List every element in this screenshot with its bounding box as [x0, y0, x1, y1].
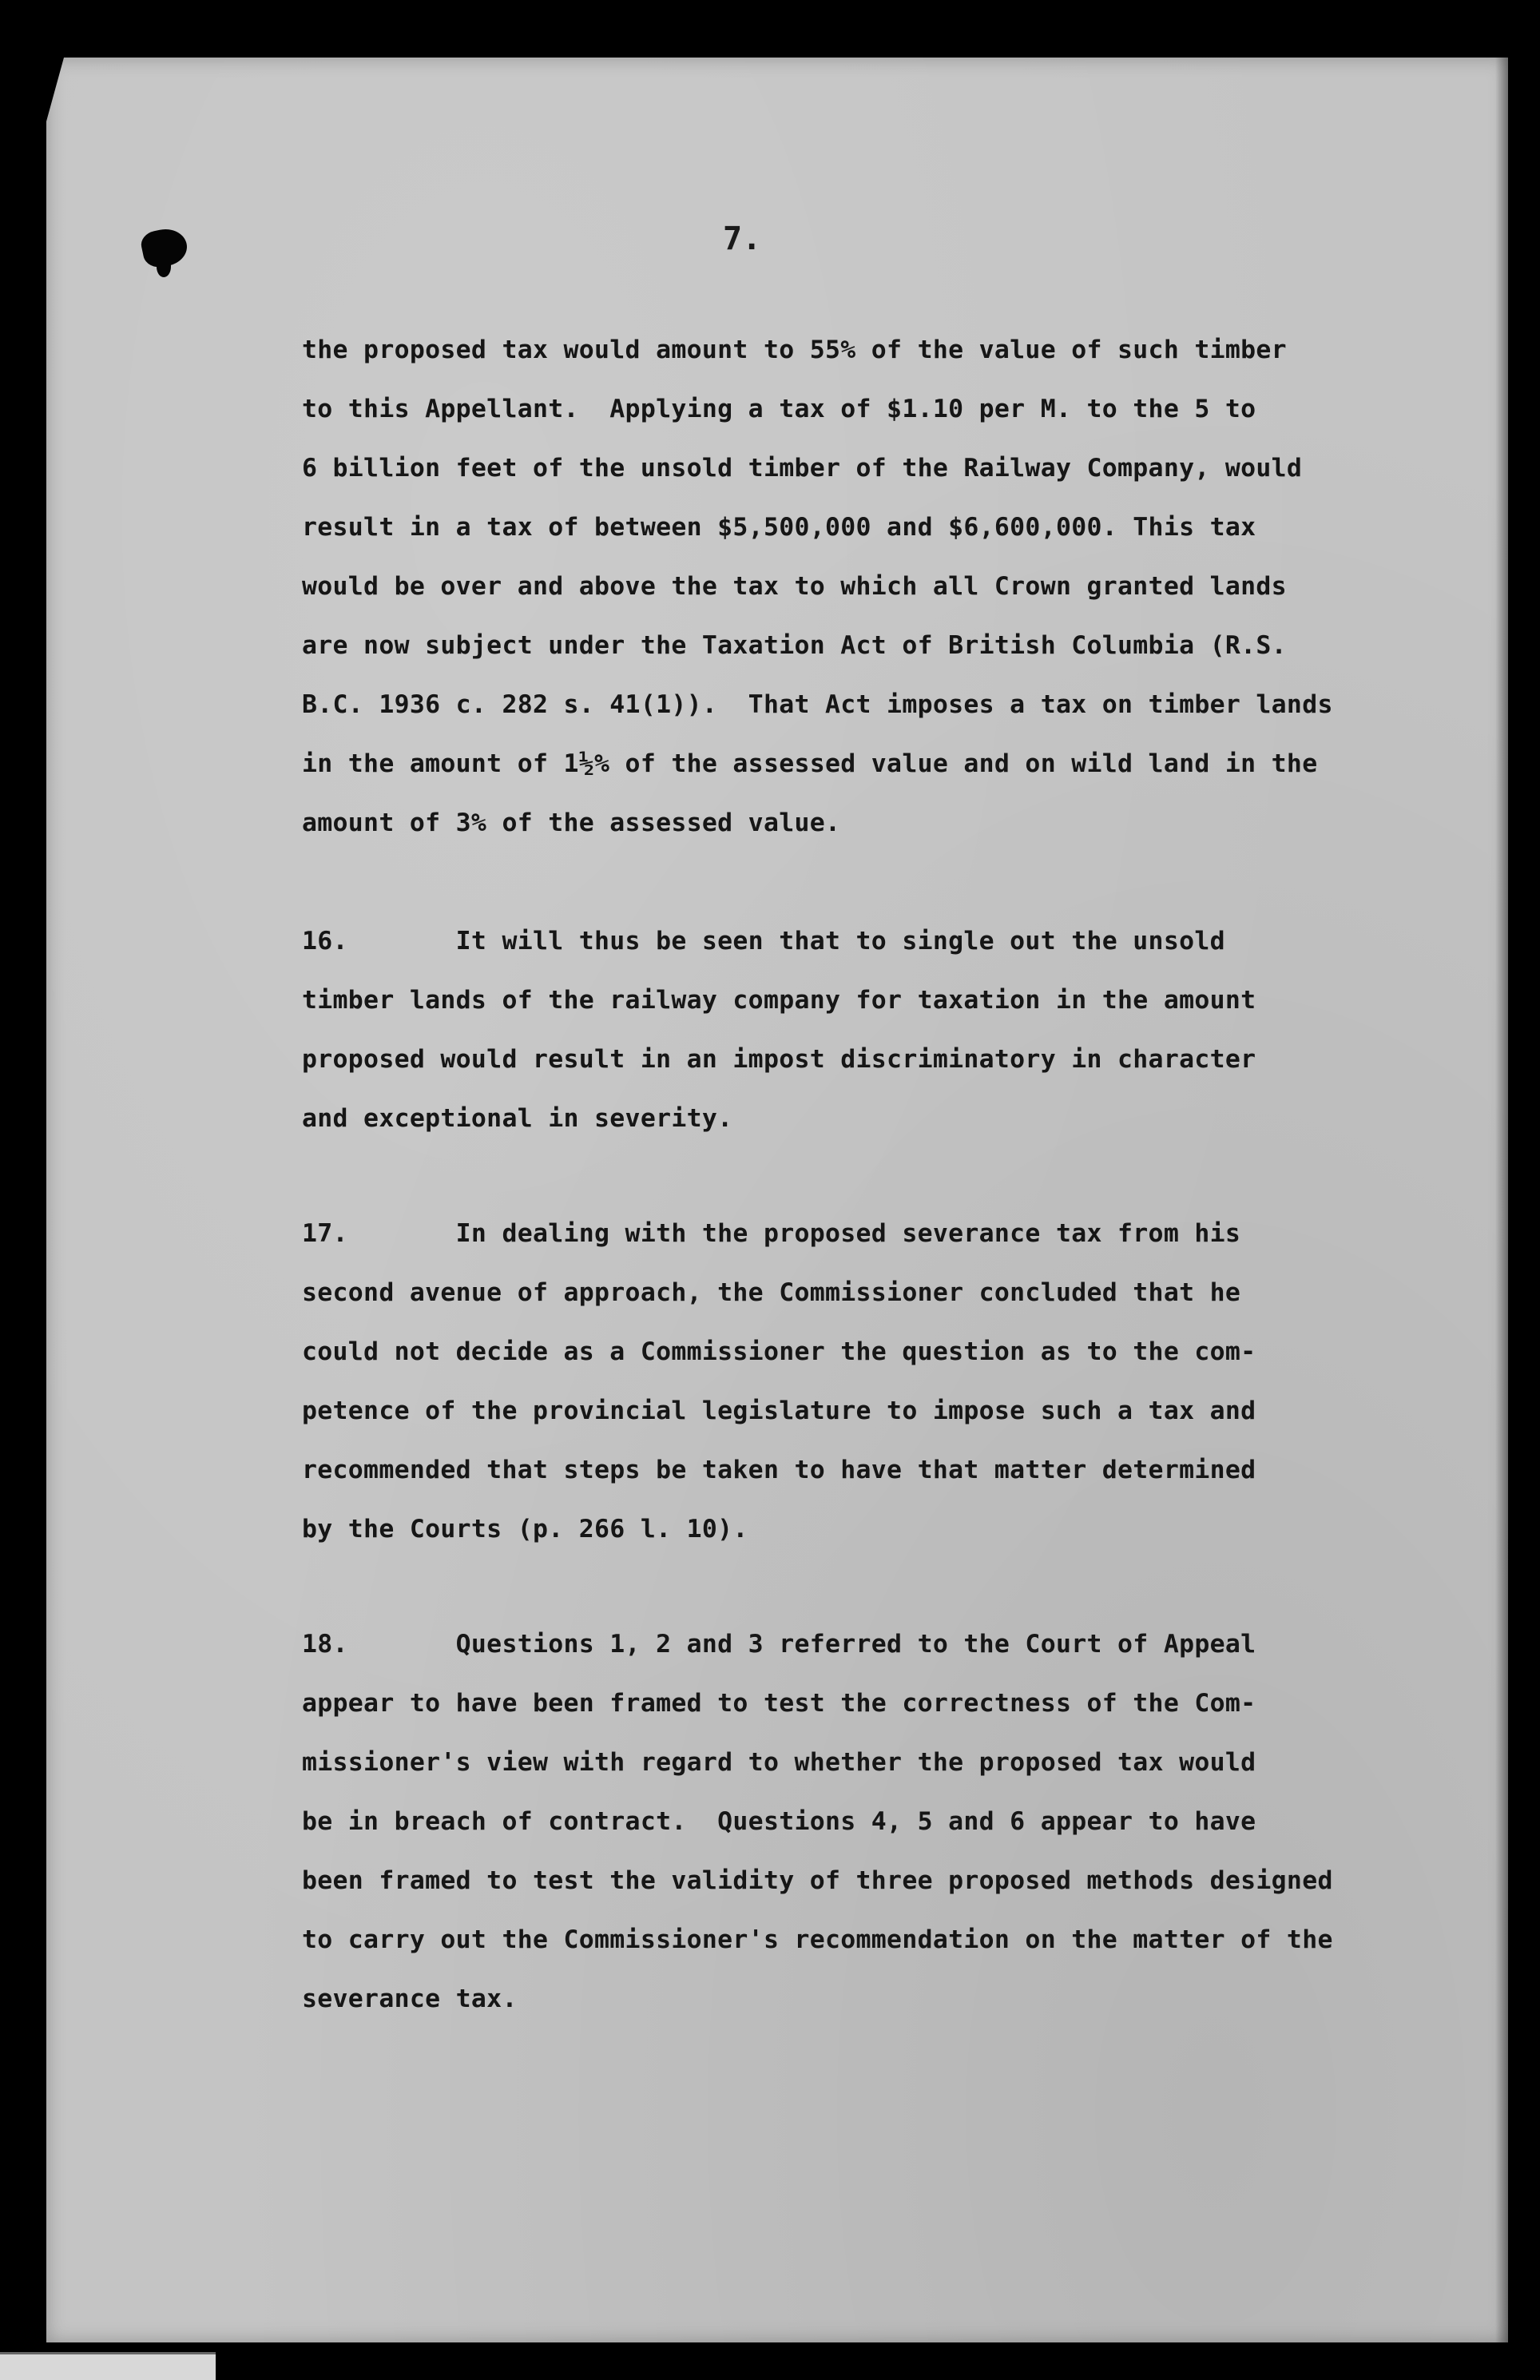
page-number: 7.: [723, 221, 762, 257]
scanner-label-strip: [0, 2352, 216, 2380]
body-line: could not decide as a Commissioner the question as to the com-: [302, 1337, 1256, 1366]
body-line: 6 billion feet of the unsold timber of the Railway Company, would: [302, 454, 1303, 483]
torn-corner: [46, 58, 64, 121]
body-line: missioner's view with regard to whether the proposed tax would: [302, 1748, 1256, 1777]
paragraph-18-line: 18. Questions 1, 2 and 3 referred to the Court of Appeal: [302, 1630, 1256, 1659]
body-line: timber lands of the railway company for taxation in the amount: [302, 986, 1256, 1015]
page-edge-shadow: [1495, 58, 1508, 2342]
paragraph-16-line: 16. It will thus be seen that to single out the unsold: [302, 927, 1225, 956]
body-line: the proposed tax would amount to 55% of the value of such timber: [302, 336, 1287, 364]
body-line: be in breach of contract. Questions 4, 5 and 6 appear to have: [302, 1807, 1256, 1836]
body-line: are now subject under the Taxation Act of British Columbia (R.S.: [302, 631, 1287, 660]
body-line: amount of 3% of the assessed value.: [302, 809, 841, 837]
body-line: would be over and above the tax to which all Crown granted lands: [302, 572, 1287, 601]
body-line: result in a tax of between $5,500,000 and $6,600,000. This tax: [302, 513, 1256, 542]
body-line: to this Appellant. Applying a tax of $1.10 per M. to the 5 to: [302, 395, 1256, 423]
body-line: severance tax.: [302, 1985, 518, 2013]
body-line: petence of the provincial legislature to impose such a tax and: [302, 1397, 1256, 1425]
paragraph-17-line: 17. In dealing with the proposed severance tax from his: [302, 1219, 1241, 1248]
body-line: by the Courts (p. 266 l. 10).: [302, 1515, 748, 1544]
body-line: and exceptional in severity.: [302, 1104, 733, 1133]
body-line: recommended that steps be taken to have that matter determined: [302, 1456, 1256, 1484]
body-line: been framed to test the validity of three proposed methods designed: [302, 1866, 1333, 1895]
body-line: to carry out the Commissioner's recommendation on the matter of the: [302, 1925, 1333, 1954]
body-line: second avenue of approach, the Commissioner concluded that he: [302, 1278, 1241, 1307]
body-line: in the amount of 1½% of the assessed value and on wild land in the: [302, 749, 1318, 778]
body-line: B.C. 1936 c. 282 s. 41(1)). That Act imposes a tax on timber lands: [302, 690, 1333, 719]
body-line: proposed would result in an impost discriminatory in character: [302, 1045, 1256, 1074]
body-line: appear to have been framed to test the correctness of the Com-: [302, 1689, 1256, 1718]
